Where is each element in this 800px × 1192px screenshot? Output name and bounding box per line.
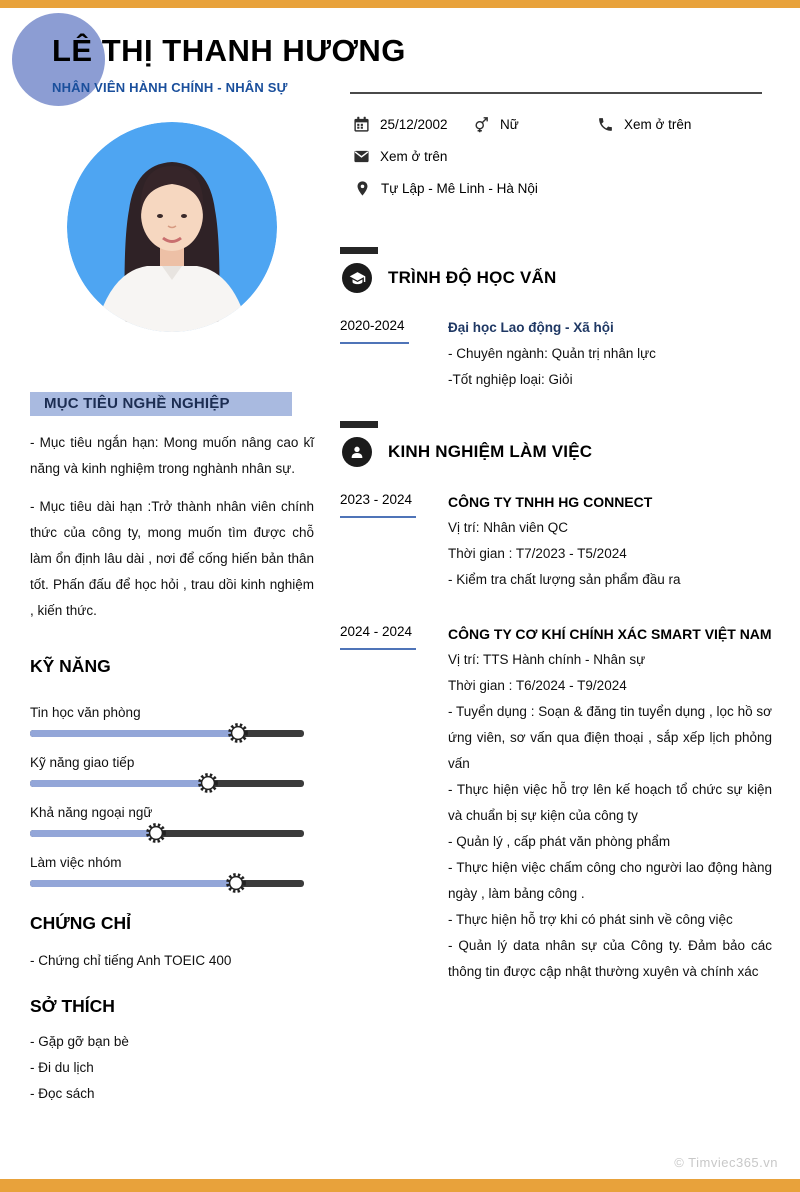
skill-slider-thumb[interactable]	[225, 872, 247, 894]
contact-gender	[473, 116, 519, 133]
skill-slider[interactable]	[30, 880, 304, 887]
company-name: CÔNG TY CƠ KHÍ CHÍNH XÁC SMART VIỆT NAM	[448, 626, 772, 642]
experience-detail: Vị trí: Nhân viên QC	[448, 520, 569, 535]
header-divider	[350, 92, 762, 94]
skill-slider-thumb[interactable]	[227, 722, 249, 744]
skill-slider[interactable]	[30, 780, 304, 787]
company-name: CÔNG TY TNHH HG CONNECT	[448, 494, 653, 510]
entry-period-column	[340, 621, 436, 985]
contact-phone	[597, 116, 691, 133]
objective-heading: MỤC TIÊU NGHỀ NGHIỆP	[30, 392, 292, 416]
skill-label: Tin học văn phòng	[30, 705, 141, 720]
skill-item	[30, 805, 314, 837]
watermark: © Timviec365.vn	[674, 1155, 778, 1170]
skill-slider[interactable]	[30, 730, 304, 737]
contact-address	[354, 180, 538, 197]
objective-paragraph: - Mục tiêu ngắn hạn: Mong muốn nâng cao kĩ năng và kinh nghiệm trong nghành nhân sự.	[30, 435, 314, 476]
skill-slider-fill	[30, 880, 236, 887]
skill-item	[30, 755, 314, 787]
entry-body	[448, 489, 772, 593]
experience-detail: - Thực hiện hỗ trợ khi có phát sinh về công việc	[448, 912, 733, 927]
top-accent-bar	[0, 0, 800, 8]
timeline-entry	[340, 315, 772, 393]
experience-entries	[340, 489, 772, 985]
certificate-item: - Chứng chỉ tiếng Anh TOEIC 400	[30, 953, 232, 968]
hobbies-list	[30, 1029, 314, 1107]
gender-icon	[473, 116, 490, 133]
objective-paragraphs	[30, 430, 314, 624]
gender-value: Nữ	[500, 117, 519, 132]
entry-period-column	[340, 315, 436, 393]
objective-paragraph: - Mục tiêu dài hạn :Trở thành nhân viên chính thức của công ty, mong muốn tìm được chỗ làm ổn định lâu dài , nơi để cống hiến bản thân tốt. Phấn đấu để học hỏi , trau dồi kinh nghiệm , kiến thức.	[30, 499, 314, 618]
hobby-item: - Đọc sách	[30, 1086, 95, 1101]
experience-detail: - Quản lý , cấp phát văn phòng phẩm	[448, 834, 671, 849]
phone-value: Xem ở trên	[624, 117, 692, 132]
education-heading: TRÌNH ĐỘ HỌC VẤN	[388, 268, 557, 287]
hobbies-heading: SỞ THÍCH	[30, 996, 115, 1016]
address-value: Tự Lập - Mê Linh - Hà Nội	[381, 181, 538, 196]
entry-body	[448, 621, 772, 985]
experience-section	[340, 421, 772, 985]
experience-detail: Vị trí: TTS Hành chính - Nhân sự	[448, 652, 646, 667]
experience-detail: - Thực hiện việc chấm công cho người lao động hàng ngày , làm bảng công .	[448, 860, 772, 901]
timeline-entry	[340, 621, 772, 985]
certificates-heading: CHỨNG CHỈ	[30, 913, 132, 933]
entry-body	[448, 315, 772, 393]
education-section	[340, 247, 772, 393]
experience-detail: - Thực hiện việc hỗ trợ lên kế hoạch tổ chức sự kiện và chuẩn bị sự kiện của công ty	[448, 782, 772, 823]
education-detail: -Tốt nghiệp loại: Giỏi	[448, 372, 573, 387]
experience-detail: - Quản lý data nhân sự của Công ty. Đảm bảo các thông tin được cập nhật thường xuyên và chính xác	[448, 938, 772, 979]
skill-label: Kỹ năng giao tiếp	[30, 755, 135, 770]
entry-period: 2024 - 2024	[340, 624, 416, 650]
education-detail: - Chuyên ngành: Quản trị nhân lực	[448, 346, 656, 361]
skill-slider[interactable]	[30, 830, 304, 837]
education-entries	[340, 315, 772, 393]
hobby-item: - Gặp gỡ bạn bè	[30, 1034, 129, 1049]
entry-period: 2020-2024	[340, 318, 409, 344]
email-value: Xem ở trên	[380, 149, 448, 164]
entry-period: 2023 - 2024	[340, 492, 416, 518]
timeline-entry	[340, 489, 772, 593]
skill-item	[30, 855, 314, 887]
email-icon	[353, 148, 370, 165]
experience-detail: Thời gian : T6/2024 - T9/2024	[448, 678, 627, 693]
person-icon	[342, 437, 372, 467]
skill-item	[30, 705, 314, 737]
gear-icon	[227, 722, 249, 744]
contact-email	[353, 148, 447, 165]
profile-photo	[67, 122, 277, 332]
experience-heading: KINH NGHIỆM LÀM VIỆC	[388, 442, 593, 461]
skill-label: Khả năng ngoại ngữ	[30, 805, 153, 820]
experience-detail: Thời gian : T7/2023 - T5/2024	[448, 546, 627, 561]
contact-block	[345, 112, 775, 212]
section-accent-bar	[340, 421, 378, 428]
right-column	[340, 247, 772, 1013]
calendar-icon	[353, 116, 370, 133]
skill-slider-fill	[30, 830, 156, 837]
skill-slider-fill	[30, 780, 208, 787]
bottom-accent-bar	[0, 1179, 800, 1192]
gear-icon	[145, 822, 167, 844]
candidate-job-title: NHÂN VIÊN HÀNH CHÍNH - NHÂN SỰ	[52, 80, 288, 95]
certificates-list	[30, 948, 314, 974]
left-column	[30, 392, 314, 1107]
gear-icon	[197, 772, 219, 794]
avatar	[67, 122, 277, 332]
dob-value: 25/12/2002	[380, 117, 448, 132]
entry-period-column	[340, 489, 436, 593]
skill-label: Làm việc nhóm	[30, 855, 122, 870]
skill-slider-fill	[30, 730, 238, 737]
contact-dob	[353, 116, 448, 133]
skill-slider-thumb[interactable]	[197, 772, 219, 794]
school-name: Đại học Lao động - Xã hội	[448, 320, 614, 335]
experience-detail: - Tuyển dụng : Soạn & đăng tin tuyển dụng , lọc hồ sơ ứng viên, sơ vấn qua điện thoại , sắp xếp lịch phỏng vấn	[448, 704, 772, 771]
skills-list	[30, 705, 314, 887]
skills-heading: KỸ NĂNG	[30, 656, 111, 676]
phone-icon	[597, 116, 614, 133]
location-icon	[354, 180, 371, 197]
graduation-cap-icon	[342, 263, 372, 293]
candidate-name: LÊ THỊ THANH HƯƠNG	[52, 33, 406, 68]
skill-slider-thumb[interactable]	[145, 822, 167, 844]
hobby-item: - Đi du lịch	[30, 1060, 94, 1075]
section-accent-bar	[340, 247, 378, 254]
experience-detail: - Kiểm tra chất lượng sản phẩm đầu ra	[448, 572, 681, 587]
gear-icon	[225, 872, 247, 894]
